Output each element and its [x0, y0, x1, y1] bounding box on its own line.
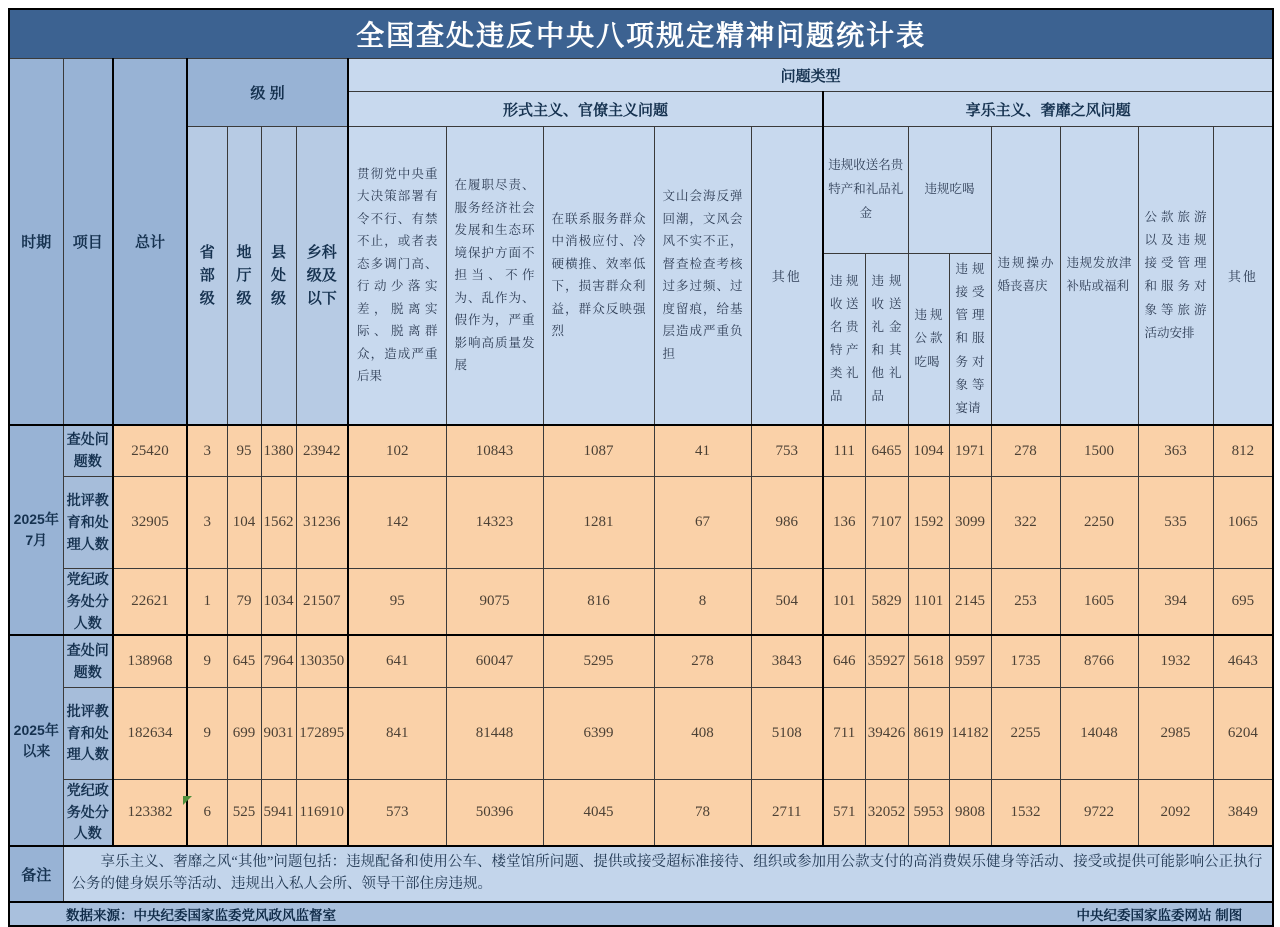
value-cell: 21507: [296, 569, 348, 636]
value-cell: 253: [991, 569, 1060, 636]
row-label: 查处问题数: [63, 635, 113, 687]
value-cell: 645: [227, 635, 261, 687]
statistics-table: [8, 8, 1274, 927]
table-row: [9, 687, 1273, 779]
col-header-formalism-4: 文山会海反弹回潮，文风会风不实不正，督查检查考核过多过频、过度留痕，给基层造成严重负担: [654, 127, 751, 425]
col-group-formalism: 形式主义、官僚主义问题: [348, 92, 823, 127]
value-cell: 9031: [261, 687, 296, 779]
value-cell: 1101: [908, 569, 949, 636]
value-cell: 5829: [865, 569, 908, 636]
value-cell: 23942: [296, 425, 348, 477]
row-label: 批评教育和处理人数: [63, 477, 113, 569]
value-cell: 32052: [865, 779, 908, 846]
value-cell: 1971: [949, 425, 991, 477]
col-group-gifts: 违规收送名贵特产和礼品礼金: [823, 127, 908, 254]
col-header-specialty-gifts: 违规收送名贵特产类礼品: [823, 254, 865, 425]
value-cell: 812: [1213, 425, 1273, 477]
value-cell: 363: [1138, 425, 1213, 477]
value-cell: 2250: [1060, 477, 1138, 569]
col-header-weddings-funerals: 违规操办婚丧喜庆: [991, 127, 1060, 425]
value-cell: 32905: [113, 477, 187, 569]
value-cell: 1065: [1213, 477, 1273, 569]
remark-text: 享乐主义、奢靡之风“其他”问题包括：违规配备和使用公车、楼堂馆所问题、提供或接受超标准接待、组织或参加用公款支付的高消费娱乐健身等活动、接受或提供可能影响公正执行公务的健身娱乐等活动、违规出入私人会所、领导干部住房违规。: [71, 854, 1263, 892]
period-label: 2025年以来: [9, 635, 63, 846]
statistics-table-page: [8, 8, 1272, 927]
value-cell: 116910: [296, 779, 348, 846]
col-header-accepting-banquets: 违规接受管理和服务对象等宴请: [949, 254, 991, 425]
col-header-allowances: 违规发放津补贴或福利: [1060, 127, 1138, 425]
col-group-hedonism: 享乐主义、奢靡之风问题: [823, 92, 1273, 127]
value-cell: 6: [187, 779, 227, 846]
remark-text-cell: [63, 846, 1273, 902]
value-cell: 5953: [908, 779, 949, 846]
col-group-problem-type: 问题类型: [348, 59, 1273, 92]
value-cell: 4045: [543, 779, 654, 846]
data-source-text: 数据来源：中央纪委国家监委党风政风监督室: [66, 908, 336, 923]
value-cell: 9: [187, 687, 227, 779]
value-cell: 1034: [261, 569, 296, 636]
value-cell: 67: [654, 477, 751, 569]
table-row: [9, 425, 1273, 477]
value-cell: 5108: [751, 687, 823, 779]
table-row: [9, 477, 1273, 569]
value-cell: 816: [543, 569, 654, 636]
value-cell: 39426: [865, 687, 908, 779]
value-cell: 571: [823, 779, 865, 846]
col-header-hedonism-other: 其他: [1213, 127, 1273, 425]
value-cell: 535: [1138, 477, 1213, 569]
value-cell: 60047: [446, 635, 543, 687]
value-cell: 130350: [296, 635, 348, 687]
value-cell: 14048: [1060, 687, 1138, 779]
col-header-cash-gifts: 违规收送礼金和其他礼品: [865, 254, 908, 425]
value-cell: 1087: [543, 425, 654, 477]
value-cell: 138968: [113, 635, 187, 687]
value-cell: 7964: [261, 635, 296, 687]
remark-label: 备注: [9, 846, 63, 902]
value-cell: 9597: [949, 635, 991, 687]
value-cell: 1500: [1060, 425, 1138, 477]
row-label: 批评教育和处理人数: [63, 687, 113, 779]
value-cell: 986: [751, 477, 823, 569]
col-header-public-funded-travel: 公款旅游以及违规接受管理和服务对象等旅游活动安排: [1138, 127, 1213, 425]
value-cell: 1562: [261, 477, 296, 569]
value-cell: 1932: [1138, 635, 1213, 687]
value-cell: 525: [227, 779, 261, 846]
value-cell: 1735: [991, 635, 1060, 687]
value-cell: 3849: [1213, 779, 1273, 846]
period-label: 2025年7月: [9, 425, 63, 636]
value-cell: 3: [187, 477, 227, 569]
value-cell: 14323: [446, 477, 543, 569]
value-cell: 1605: [1060, 569, 1138, 636]
value-cell: 1380: [261, 425, 296, 477]
value-cell: 699: [227, 687, 261, 779]
col-group-dining: 违规吃喝: [908, 127, 991, 254]
value-cell: 136: [823, 477, 865, 569]
value-cell: 6465: [865, 425, 908, 477]
value-cell: 753: [751, 425, 823, 477]
col-group-level: 级 别: [187, 59, 348, 127]
value-cell: 5941: [261, 779, 296, 846]
col-header-level-prefecture: 地厅级: [227, 127, 261, 425]
col-header-formalism-2: 在履职尽责、服务经济社会发展和生态环境保护方面不担当、不作为、乱作为、假作为，严重影响高质量发展: [446, 127, 543, 425]
value-cell: 9808: [949, 779, 991, 846]
table-row: [9, 569, 1273, 636]
col-header-formalism-1: 贯彻党中央重大决策部署有令不行、有禁不止，或者表态多调门高、行动少落实差，脱离实际、脱离群众，造成严重后果: [348, 127, 446, 425]
value-cell: 711: [823, 687, 865, 779]
value-cell: 79: [227, 569, 261, 636]
value-cell: 50396: [446, 779, 543, 846]
col-header-level-township: 乡科级及以下: [296, 127, 348, 425]
value-cell: 408: [654, 687, 751, 779]
value-cell: 504: [751, 569, 823, 636]
value-cell: 4643: [1213, 635, 1273, 687]
col-header-total: 总计: [113, 59, 187, 425]
value-cell: 5295: [543, 635, 654, 687]
value-cell: 2985: [1138, 687, 1213, 779]
value-cell: 9: [187, 635, 227, 687]
value-cell: 10843: [446, 425, 543, 477]
value-cell: 35927: [865, 635, 908, 687]
value-cell: 1281: [543, 477, 654, 569]
table-body: [9, 425, 1273, 846]
value-cell: 695: [1213, 569, 1273, 636]
value-cell: 104: [227, 477, 261, 569]
page-title: 全国查处违反中央八项规定精神问题统计表: [9, 9, 1273, 59]
value-cell: 1592: [908, 477, 949, 569]
value-cell: 2711: [751, 779, 823, 846]
value-cell: 8766: [1060, 635, 1138, 687]
value-cell: 78: [654, 779, 751, 846]
value-cell: 3843: [751, 635, 823, 687]
value-cell: 6204: [1213, 687, 1273, 779]
row-label: 党纪政务处分人数: [63, 779, 113, 846]
value-cell: 41: [654, 425, 751, 477]
value-cell: 22621: [113, 569, 187, 636]
value-cell: 5618: [908, 635, 949, 687]
value-cell: 641: [348, 635, 446, 687]
row-label: 查处问题数: [63, 425, 113, 477]
table-header: [9, 9, 1273, 425]
value-cell: 123382: [113, 779, 187, 846]
value-cell: 278: [654, 635, 751, 687]
col-header-period: 时期: [9, 59, 63, 425]
value-cell: 3: [187, 425, 227, 477]
value-cell: 102: [348, 425, 446, 477]
cell-comment-marker-icon: [183, 796, 192, 805]
value-cell: 3099: [949, 477, 991, 569]
value-cell: 322: [991, 477, 1060, 569]
value-cell: 6399: [543, 687, 654, 779]
row-label: 党纪政务处分人数: [63, 569, 113, 636]
value-cell: 31236: [296, 477, 348, 569]
table-row: [9, 635, 1273, 687]
col-header-formalism-other: 其他: [751, 127, 823, 425]
value-cell: 81448: [446, 687, 543, 779]
value-cell: 841: [348, 687, 446, 779]
value-cell: 14182: [949, 687, 991, 779]
value-cell: 1094: [908, 425, 949, 477]
value-cell: 573: [348, 779, 446, 846]
value-cell: 182634: [113, 687, 187, 779]
value-cell: 646: [823, 635, 865, 687]
value-cell: 111: [823, 425, 865, 477]
value-cell: 7107: [865, 477, 908, 569]
value-cell: 101: [823, 569, 865, 636]
value-cell: 172895: [296, 687, 348, 779]
value-cell: 2255: [991, 687, 1060, 779]
value-cell: 142: [348, 477, 446, 569]
value-cell: 9075: [446, 569, 543, 636]
value-cell: 95: [227, 425, 261, 477]
value-cell: 278: [991, 425, 1060, 477]
col-header-level-province: 省部级: [187, 127, 227, 425]
col-header-item: 项目: [63, 59, 113, 425]
value-cell: 1: [187, 569, 227, 636]
value-cell: 8: [654, 569, 751, 636]
value-cell: 25420: [113, 425, 187, 477]
value-cell: 9722: [1060, 779, 1138, 846]
table-footer: [9, 846, 1273, 926]
value-cell: 1532: [991, 779, 1060, 846]
col-header-public-funds-dining: 违规公款吃喝: [908, 254, 949, 425]
col-header-level-county: 县处级: [261, 127, 296, 425]
footer-bar: [9, 902, 1273, 926]
credit-text: 中央纪委国家监委网站 制图: [1076, 908, 1243, 923]
value-cell: 394: [1138, 569, 1213, 636]
value-cell: 8619: [908, 687, 949, 779]
value-cell: 95: [348, 569, 446, 636]
table-row: [9, 779, 1273, 846]
col-header-formalism-3: 在联系服务群众中消极应付、冷硬横推、效率低下，损害群众利益，群众反映强烈: [543, 127, 654, 425]
value-cell: 2092: [1138, 779, 1213, 846]
value-cell: 2145: [949, 569, 991, 636]
